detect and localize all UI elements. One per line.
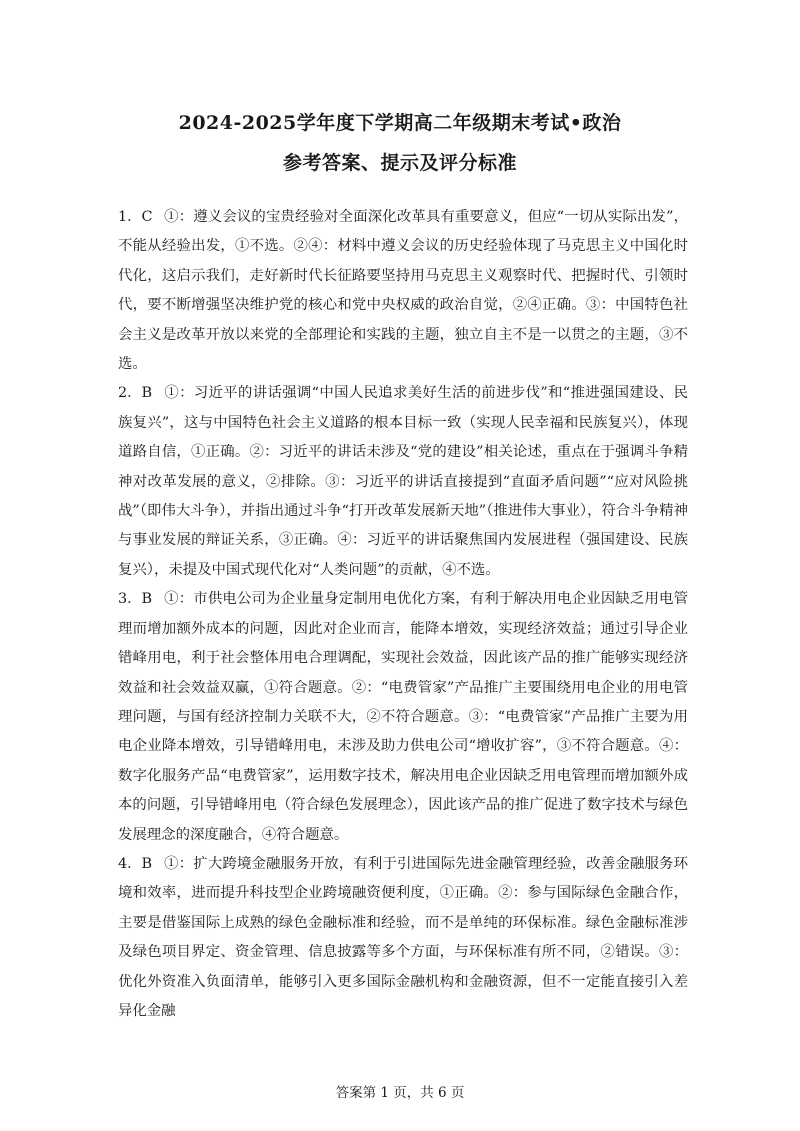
answer-list xyxy=(118,203,688,1026)
answer-item-4 xyxy=(118,850,688,1026)
answer-text: ①：市供电公司为企业量身定制用电优化方案，有利于解决用电企业因缺乏用电管理而增加额外成本的问题，因此对企业而言，能降本增效，实现经济效益；通过引导企业错峰用电，利于社会整体用电合理调配，实现社会效益，因此该产品的推广能够实现经济效益和社会效益双赢，①符合题意。②：“电费管家”产品推广主要围绕用电企业的用电管理问题，与国有经济控制力关联不大，②不符合题意。③：“电费管家”产品推广主要为用电企业降本增效，引导错峰用电，未涉及助力供电公司“增收扩容”，③不符合题意。④：数字化服务产品“电费管家”，运用数字技术，解决用电企业因缺乏用电管理而增加额外成本的问题，引导错峰用电（符合绿色发展理念），因此该产品的推广促进了数字技术与绿色发展理念的深度融合，④符合题意。 xyxy=(118,591,688,843)
answer-item-2 xyxy=(118,379,688,585)
answer-number: 3．B xyxy=(118,591,153,608)
answer-item-3 xyxy=(118,585,688,850)
document-subtitle: 参考答案、提示及评分标准 xyxy=(282,152,517,174)
answer-number: 4．B xyxy=(118,855,153,872)
answer-text: ①：遵义会议的宝贵经验对全面深化改革具有重要意义，但应“一切从实际出发”，不能从经验出发，①不选。②④：材料中遵义会议的历史经验体现了马克思主义中国化时代化，这启示我们，走好新时代长征路要坚持用马克思主义观察时代、把握时代、引领时代，要不断增强坚决维护党的核心和党中央权威的政治自觉，②④正确。③：中国特色社会主义是改革开放以来党的全部理论和实践的主题，独立自主不是一以贯之的主题，③不选。 xyxy=(118,209,688,373)
answer-number: 1．C xyxy=(118,209,153,225)
answer-text: ①：扩大跨境金融服务开放，有利于引进国际先进金融管理经验，改善金融服务环境和效率，进而提升科技型企业跨境融资便利度，①正确。②：参与国际绿色金融合作，主要是借鉴国际上成熟的绿色金融标准和经验，而不是单纯的环保标准。绿色金融标准涉及绿色项目界定、资金管理、信息披露等多个方面，与环保标准有所不同，②错误。③：优化外资准入负面清单，能够引入更多国际金融机构和金融资源，但不一定能直接引入差异化金融 xyxy=(118,855,688,1019)
answer-number: 2．B xyxy=(118,385,153,402)
answer-text: ①：习近平的讲话强调“中国人民追求美好生活的前进步伐”和“推进强国建设、民族复兴”，这与中国特色社会主义道路的根本目标一致（实现人民幸福和民族复兴），体现道路自信，①正确。②：习近平的讲话未涉及“党的建设”相关论述，重点在于强调斗争精神对改革发展的意义，②排除。③：习近平的讲话直接提到“直面矛盾问题”“应对风险挑战”（即伟大斗争），并指出通过斗争“打开改革发展新天地”（推进伟大事业），符合斗争精神与事业发展的辩证关系，③正确。④：习近平的讲话聚焦国内发展进程（强国建设、民族复兴），未提及中国式现代化对“人类问题”的贡献，④不选。 xyxy=(118,385,688,578)
answer-item-1 xyxy=(118,203,688,379)
page-footer: 答案第 1 页，共 6 页 xyxy=(335,1085,465,1101)
document-title: 2024-2025学年度下学期高二年级期末考试•政治 xyxy=(178,112,622,134)
